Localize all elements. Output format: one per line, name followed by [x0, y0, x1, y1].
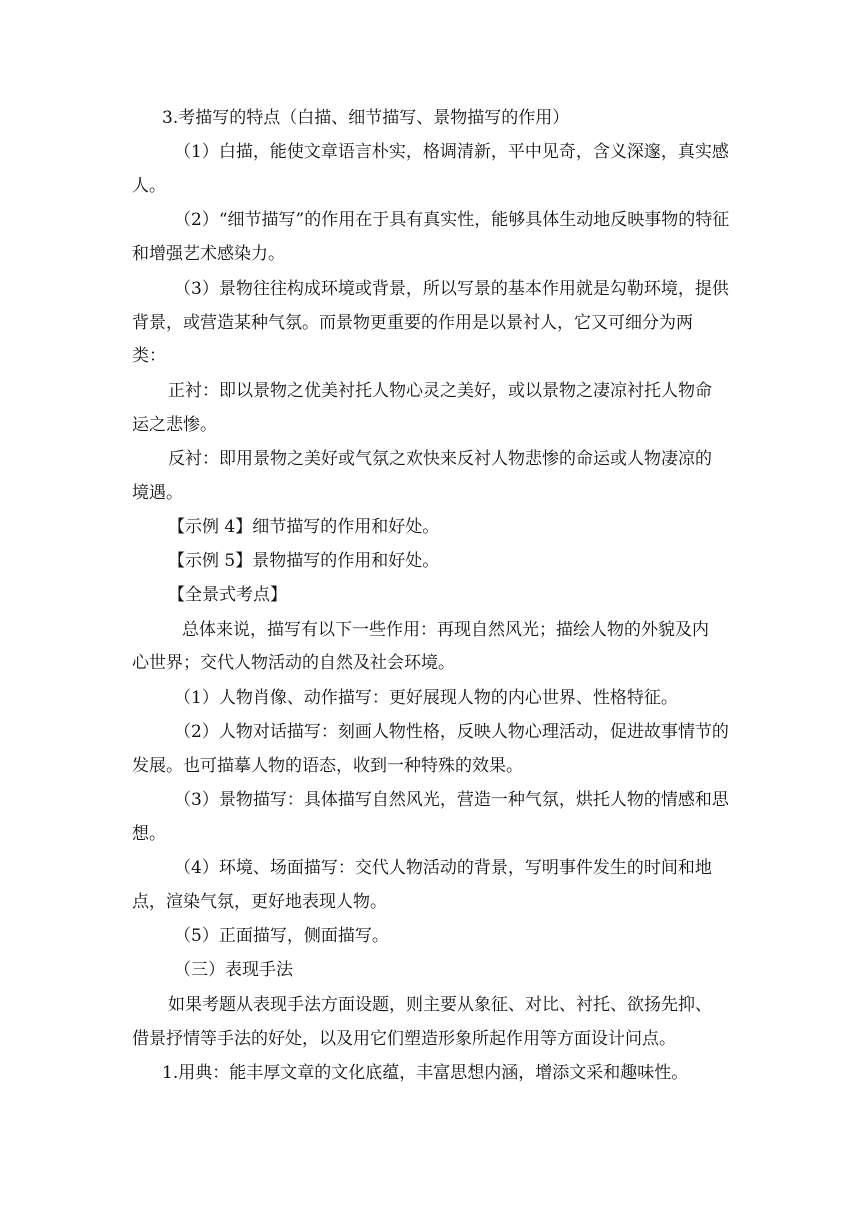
paragraph-line: （5）正面描写，侧面描写。 — [174, 926, 389, 946]
paragraph-line: 想。 — [132, 824, 166, 844]
paragraph-line: （4）环境、场面描写：交代人物活动的背景，写明事件发生的时间和地 — [174, 858, 712, 878]
paragraph-line: （3）景物描写：具体描写自然风光，营造一种气氛，烘托人物的情感和思 — [174, 790, 729, 810]
paragraph-line: （1）人物肖像、动作描写：更好展现人物的内心世界、性格特征。 — [174, 688, 678, 708]
paragraph-line: （3）景物往往构成环境或背景，所以写景的基本作用就是勾勒环境，提供 — [174, 279, 729, 299]
paragraph-line: 人。 — [132, 176, 166, 196]
paragraph-line: 境遇。 — [132, 483, 183, 503]
example-4-label: 【示例 4】细节描写的作用和好处。 — [168, 517, 440, 537]
paragraph-line: 类： — [132, 346, 166, 366]
paragraph-line: 发展。也可描摹人物的语态，收到一种特殊的效果。 — [132, 756, 523, 776]
paragraph-line: （2）人物对话描写：刻画人物性格，反映人物心理活动，促进故事情节的 — [174, 722, 729, 742]
paragraph-line: 1.用典：能丰厚文章的文化底蕴，丰富思想内涵，增添文采和趣味性。 — [162, 1063, 689, 1083]
paragraph-line: 如果考题从表现手法方面设题，则主要从象征、对比、衬托、欲扬先抑、 — [168, 995, 712, 1015]
section-heading-expression-techniques: （三）表现手法 — [174, 960, 293, 980]
paragraph-line: 背景，或营造某种气氛。而景物更重要的作用是以景衬人，它又可细分为两 — [132, 313, 693, 333]
paragraph-line: 反衬：即用景物之美好或气氛之欢快来反衬人物悲惨的命运或人物凄凉的 — [168, 449, 712, 469]
paragraph-line: 和增强艺术感染力。 — [132, 244, 285, 264]
paragraph-line: 正衬：即以景物之优美衬托人物心灵之美好，或以景物之凄凉衬托人物命 — [168, 381, 712, 401]
paragraph-line: （2）“细节描写”的作用在于具有真实性，能够具体生动地反映事物的特征 — [174, 210, 730, 230]
paragraph-line: 心世界；交代人物活动的自然及社会环境。 — [132, 653, 455, 673]
paragraph-line: 借景抒情等手法的好处，以及用它们塑造形象所起作用等方面设计问点。 — [132, 1029, 676, 1049]
paragraph-line: 点，渲染气氛，更好地表现人物。 — [132, 892, 387, 912]
paragraph-line: 总体来说，描写有以下一些作用：再现自然风光；描绘人物的外貌及内 — [182, 620, 709, 640]
section-heading-description-features: 3.考描写的特点（白描、细节描写、景物描写的作用） — [162, 108, 570, 128]
paragraph-line: 运之悲惨。 — [132, 415, 217, 435]
paragraph-line: （1）白描，能使文章语言朴实，格调清新，平中见奇，含义深邃，真实感 — [174, 142, 729, 162]
panoramic-exam-points-heading: 【全景式考点】 — [168, 585, 287, 605]
example-5-label: 【示例 5】景物描写的作用和好处。 — [168, 551, 440, 571]
